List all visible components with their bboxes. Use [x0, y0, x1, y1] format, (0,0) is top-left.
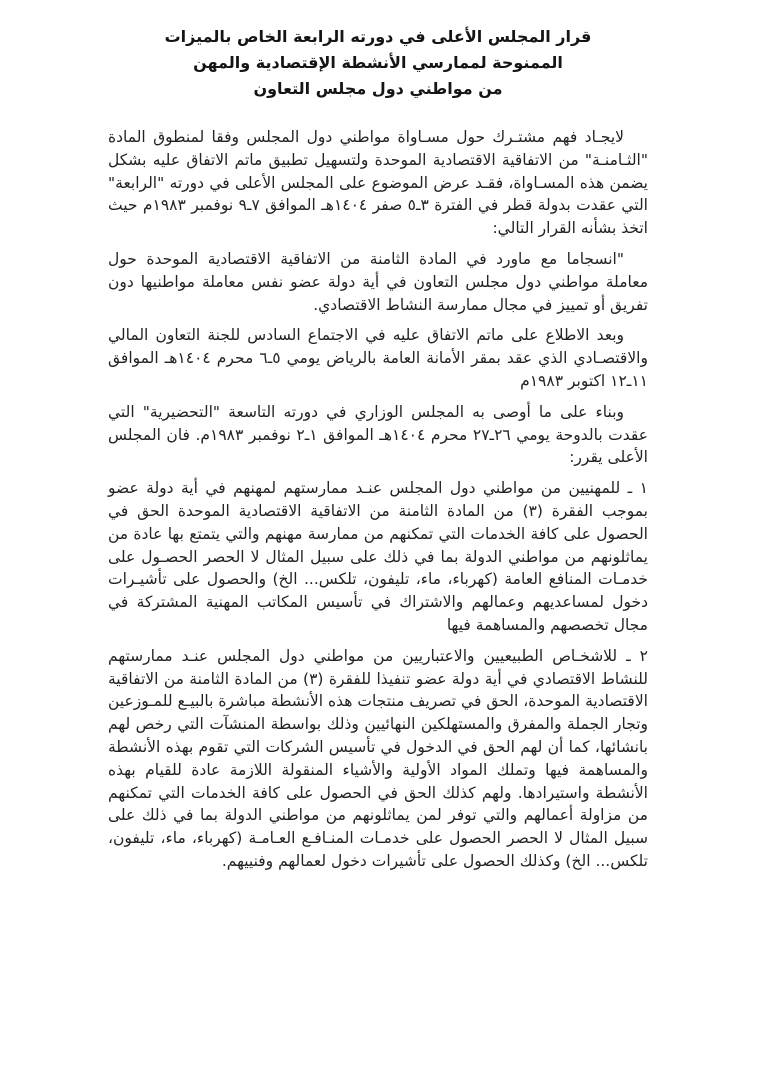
title-line-1: قرار المجلس الأعلى في دورته الرابعة الخاص بالميزات: [164, 27, 592, 46]
document-title: [108, 24, 648, 102]
paragraph-preamble: لايجـاد فهم مشتـرك حول مسـاواة مواطني دول المجلس وفقا لمنطوق المادة "الثـامنـة" من الاتفاقية الاقتصادية الموحدة ولتسهيل تطبيق ماتم الاتفاق عليه بشكل يضمن هذه المسـاواة، فقـد عرض الموضوع على المجلس الأعلى في دورته "الرابعة" التي عقدت بدولة قطر في الفترة ٣ـ٥ صفر ١٤٠٤هـ الموافق ٧ـ٩ نوفمبر ١٩٨٣م حيث اتخذ بشأنه القرار التالي:: [108, 128, 648, 238]
decision-item-2: ٢ ـ للاشخـاص الطبيعيين والاعتباريين من مواطني دول المجلس عنـد ممارستهم للنشاط الاقتصادي في أية دولة عضو تنفيذا للفقرة (٣) من المادة الثامنة من الاتفاقية الاقتصادية الموحدة، الحق في تصريف منتجات هذه الأنشطة مباشرة بالبيـع للمـوزعين وتجار الجملة والمفرق والمستهلكين النهائيين وذلك بواسطة المنشآت التي رخص لهم بانشائها، كما أن لهم الحق في الدخول في تأسيس الشركات التي تقوم بهذه الأنشطة والمساهمة فيها وتملك المواد الأولية والأشياء المنقولة اللازمة عادة للقيام بهذه الأنشطة واستيرادها. ولهم كذلك الحق في الحصول على كافة الخدمات التي تمكنهم من مزاولة أعمالهم والتي توفر لمن يماثلونهم من مواطني الدولة بما في ذلك على سبيل المثال لا الحصر الحصول على خدمـات المنـافـع العـامـة (كهرباء، ماء، تليفون، تلكس... الخ) وكذلك الحصول على تأشيرات دخول لعمالهم وفنييهم.: [108, 646, 648, 870]
decision-item-1: ١ ـ للمهنيين من مواطني دول المجلس عنـد ممارستهم لمهنهم في أية دولة عضو بموجب الفقرة (٣) من المادة الثامنة من الاتفاقية الاقتصادية الموحدة الحق في الحصول على كافة الخدمات التي تمكنهم من ممارسة مهنهم والتي يتمتع بها عادة من يماثلونهم من مواطني الدولة بما في ذلك على سبيل المثال لا الحصر الحصـول على خدمـات المنافع العامة (كهرباء، ماء، تليفون، تلكس... الخ) والحصول على تأشيـرات دخول لمساعديهم وعمالهم والاشتراك في تأسيس المكاتب المهنية المشتركة في مجال تخصصهم والمساهمة فيها: [108, 479, 648, 634]
paragraph-ministerial-recommendation: وبناء على ما أوصى به المجلس الوزاري في دورته التاسعة "التحضيرية" التي عقدت بالدوحة يومي ٢٦ـ٢٧ محرم ١٤٠٤هـ الموافق ١ـ٢ نوفمبر ١٩٨٣م. فان المجلس الأعلى يقرر:: [108, 402, 649, 467]
title-line-3: من مواطني دول مجلس التعاون: [253, 79, 503, 98]
paragraph-article-eight: "انسجاما مع ماورد في المادة الثامنة من الاتفاقية الاقتصادية الموحدة حول معاملة مواطني دول مجلس التعاون في أية دولة عضو نفس معاملة مواطنيها دون تفريق أو تمييز في مجال ممارسة النشاط الاقتصادي.: [108, 249, 648, 314]
title-line-2: الممنوحة لممارسي الأنشطة الإقتصادية والمهن: [193, 53, 563, 72]
paragraph-committee-meeting: وبعد الاطلاع على ماتم الاتفاق عليه في الاجتماع السادس للجنة التعاون المالي والاقتصـادي الذي عقد بمقر الأمانة العامة بالرياض يومي ٥ـ٦ محرم ١٤٠٤هـ الموافق ١١ـ١٢ اكتوبر ١٩٨٣م: [108, 326, 648, 390]
document-body: [108, 126, 648, 873]
